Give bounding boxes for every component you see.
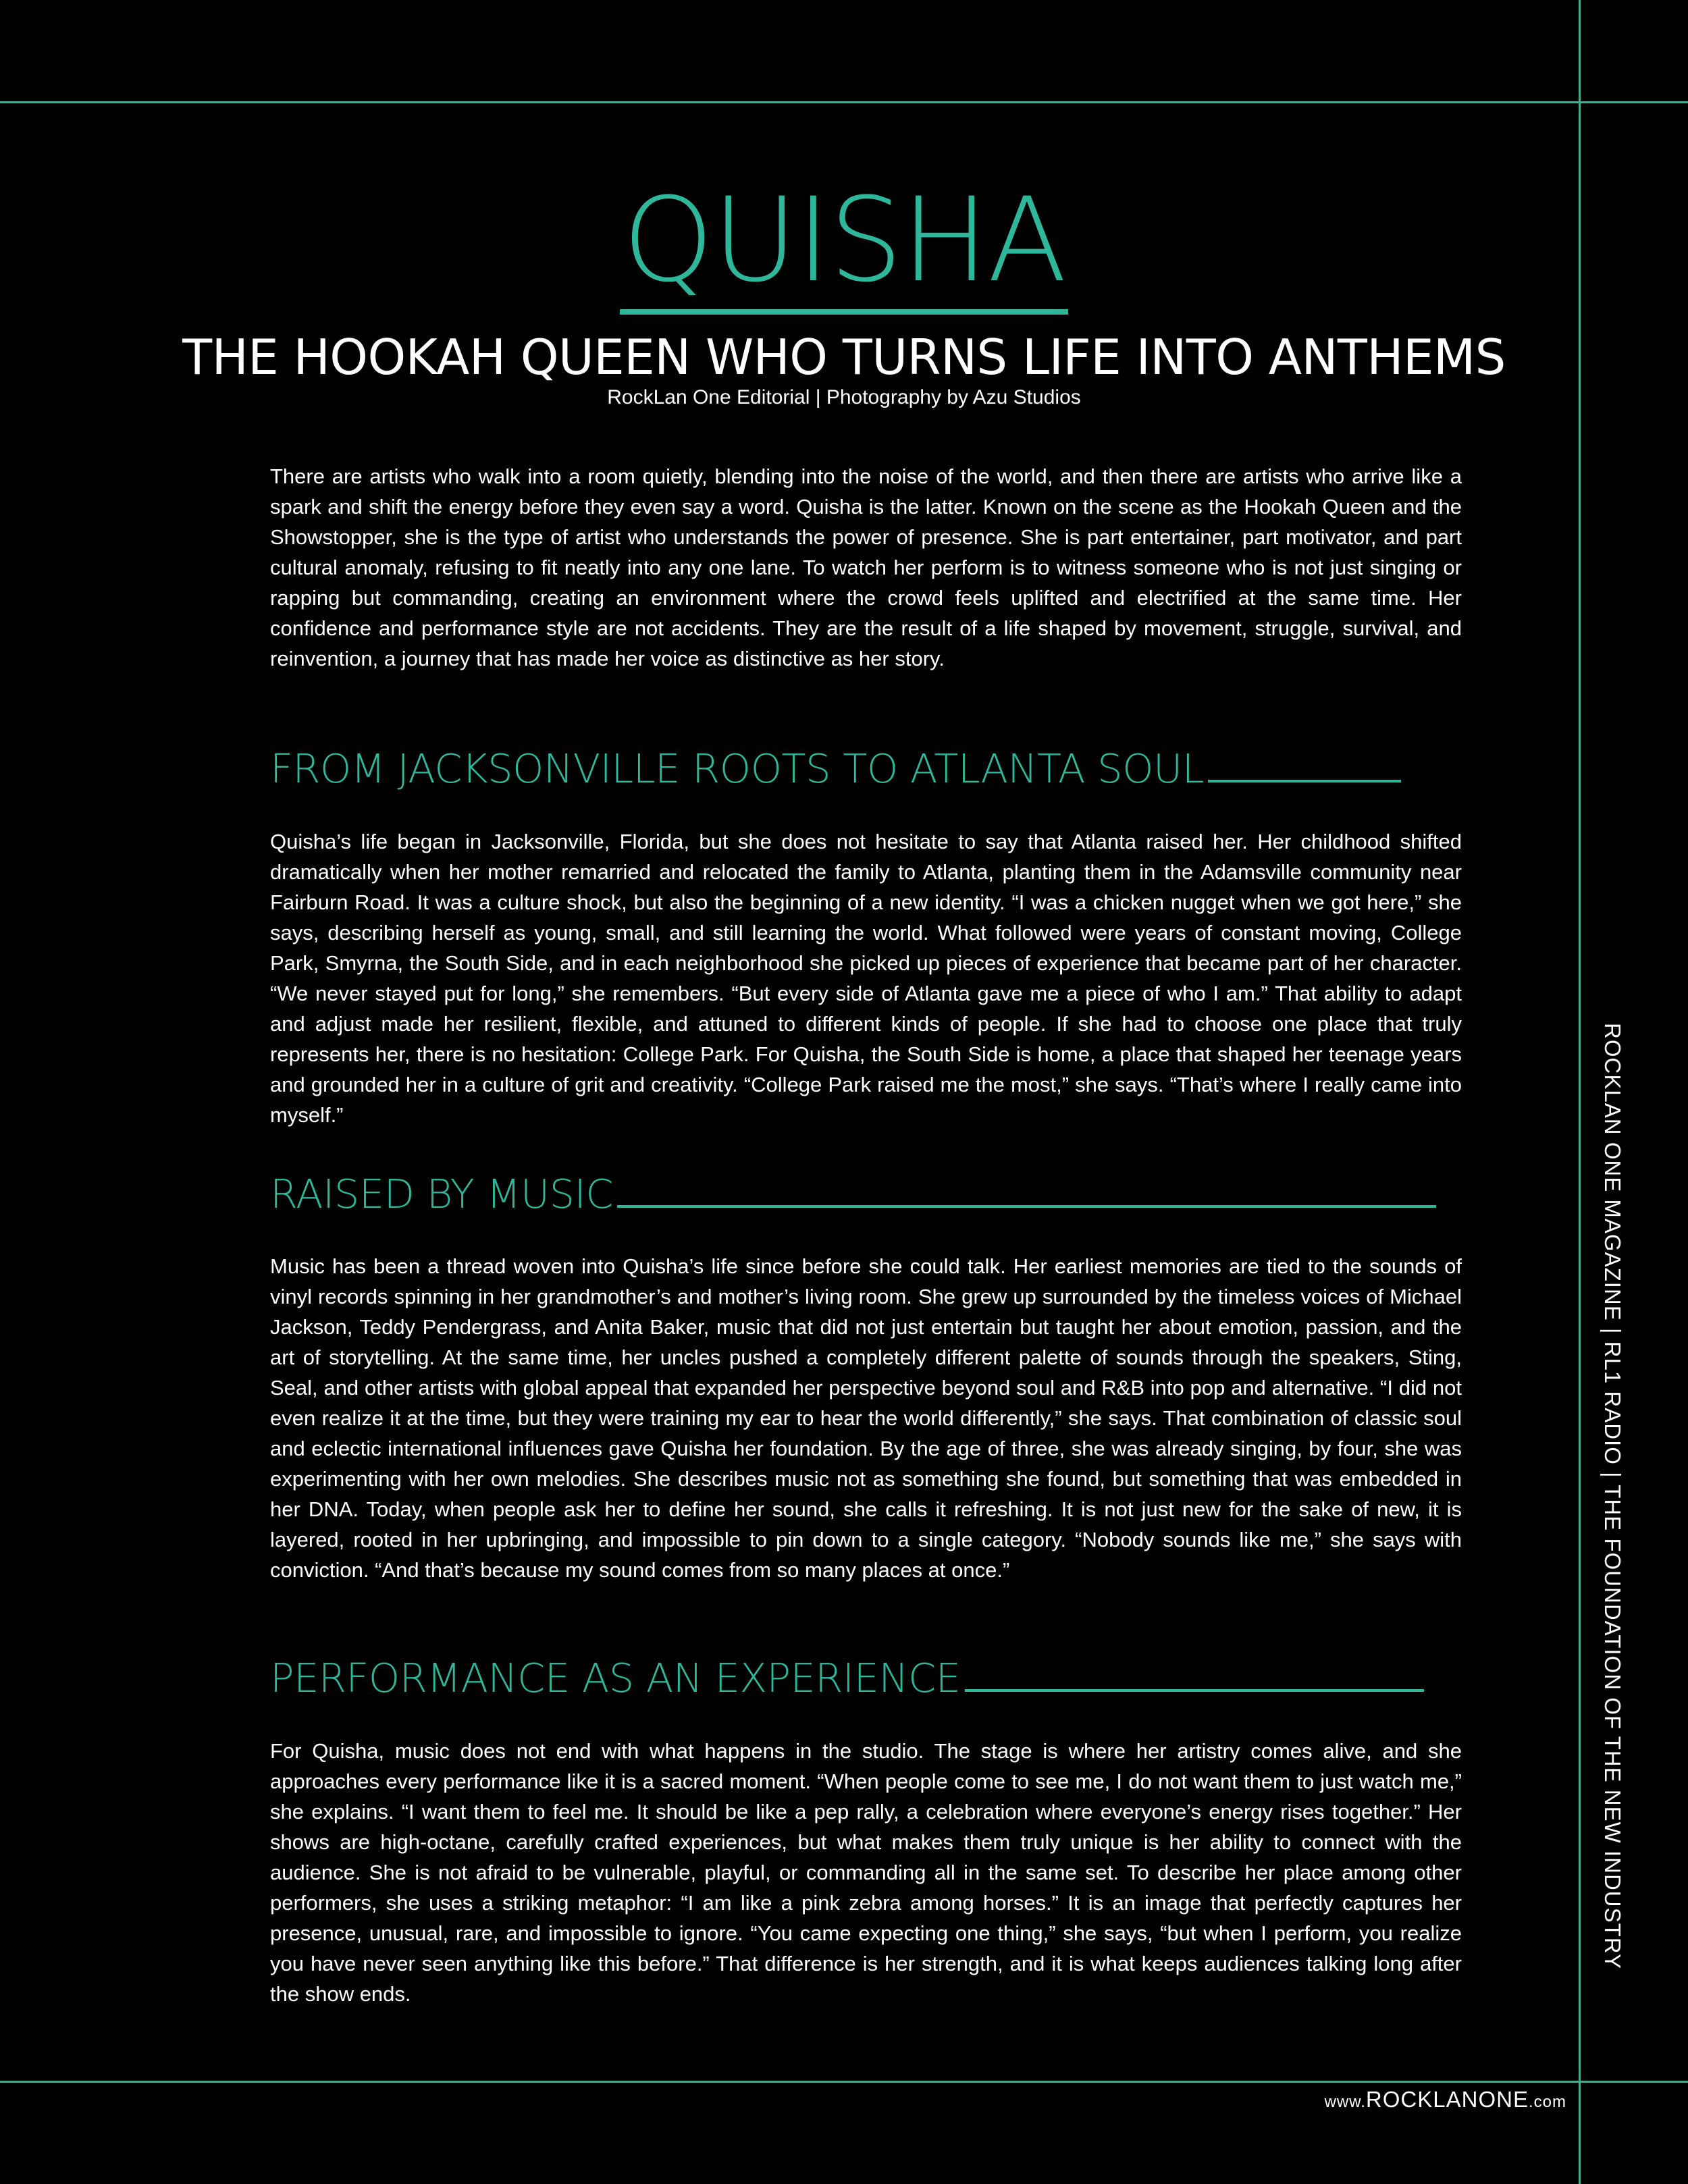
top-rule xyxy=(0,101,1688,103)
heading-underline xyxy=(965,1658,1424,1692)
bottom-rule xyxy=(0,2081,1688,2083)
heading-underline xyxy=(617,1174,1436,1208)
section-body-music: Music has been a thread woven into Quisha’s life since before she could talk. Her earliest memories are tied to the sounds of vinyl records spinning in her grandmother’s and mother’s living room. She grew up surrounded by the timeless voices of Michael Jackson, Teddy Pendergrass, and Anita Baker, music that did not just entertain but taught her about emotion, passion, and the art of storytelling. At the same time, her uncles pushed a completely different palette of sounds through the speakers, Sting, Seal, and other artists with global appeal that expanded her perspective beyond soul and R&B into pop and alternative. “I did not even realize it at the time, but they were training my ear to hear the world differently,” she says. That combination of classic soul and eclectic international influences gave Quisha her foundation. By the age of three, she was already singing, by four, she was experimenting with her own melodies. She describes music not as something she found, but something that was embedded in her DNA. Today, when people ask her to define her sound, she calls it refreshing. It is not just new for the sake of new, it is layered, rooted in her upbringing, and impossible to pin down to a single category. “Nobody sounds like me,” she says with conviction. “And that’s because my sound comes from so many places at once.” xyxy=(270,1254,1462,1582)
title-block xyxy=(0,172,1688,315)
section-heading-performance: PERFORMANCE AS AN EXPERIENCE xyxy=(270,1658,1424,1698)
section-heading-roots: FROM JACKSONVILLE ROOTS TO ATLANTA SOUL xyxy=(270,749,1401,789)
page-title: QUISHA xyxy=(620,182,1068,315)
side-rule xyxy=(1579,0,1581,2184)
footer-url[interactable]: www.ROCKLANONE.com xyxy=(1324,2087,1566,2112)
section-heading-music: RAISED BY MUSIC xyxy=(270,1174,1436,1214)
intro-paragraph: There are artists who walk into a room quietly, blending into the noise of the world, and then there are artists who arrive like a spark and shift the energy before they even say a word. Quisha is the latter. Known on the scene as the Hookah Queen and the Showstopper, she is the type of artist who understands the power of presence. She is part entertainer, part motivator, and part cultural anomaly, refusing to fit neatly into any one lane. To watch her perform is to witness someone who is not just singing or rapping but commanding, creating an environment where the crowd feels uplifted and electrified at the same time. Her confidence and performance style are not accidents. They are the result of a life shaped by movement, struggle, survival, and reinvention, a journey that has made her voice as distinctive as her story. xyxy=(270,464,1462,670)
byline: RockLan One Editorial | Photography by Azu Studios xyxy=(607,386,1081,408)
section-body-performance: For Quisha, music does not end with what happens in the studio. The stage is where her artistry comes alive, and she approaches every performance like it is a sacred moment. “When people come to see me, I do not want them to just watch me,” she explains. “I want them to feel me. It should be like a pep rally, a celebration where everyone’s energy rises together.” Her shows are high-octane, carefully crafted experiences, but what makes them truly unique is her ability to connect with the audience. She is not afraid to be vulnerable, playful, or commanding all in the same set. To describe her place among other performers, she uses a striking metaphor: “I am like a pink zebra among horses.” It is an image that perfectly captures her presence, unusual, rare, and impossible to ignore. “You came expecting one thing,” she says, “but when I perform, you realize you have never seen anything like this before.” That difference is her strength, and it is what keeps audiences talking long after the show ends. xyxy=(270,1739,1462,2006)
page-subtitle: THE HOOKAH QUEEN WHO TURNS LIFE INTO ANTHEMS xyxy=(182,329,1506,385)
sidebar-masthead: ROCKLAN ONE MAGAZINE | RL1 RADIO | THE FOUNDATION OF THE NEW INDUSTRY xyxy=(1600,1023,1625,1970)
section-body-roots: Quisha’s life began in Jacksonville, Florida, but she does not hesitate to say that Atlanta raised her. Her childhood shifted dramatically when her mother remarried and relocated the family to Atlanta, planting them in the Adamsville community near Fairburn Road. It was a culture shock, but also the beginning of a new identity. “I was a chicken nugget when we got here,” she says, describing herself as young, small, and still learning the world. What followed were years of constant moving, College Park, Smyrna, the South Side, and in each neighborhood she picked up pieces of experience that became part of her character. “We never stayed put for long,” she remembers. “But every side of Atlanta gave me a piece of who I am.” That ability to adapt and adjust made her resilient, flexible, and attuned to different kinds of people. If she had to choose one place that truly represents her, there is no hesitation: College Park. For Quisha, the South Side is home, a place that shaped her teenage years and grounded her in a culture of grit and creativity. “College Park raised me the most,” she says. “That’s where I really came into myself.” xyxy=(270,830,1462,1127)
heading-underline xyxy=(1208,749,1401,782)
